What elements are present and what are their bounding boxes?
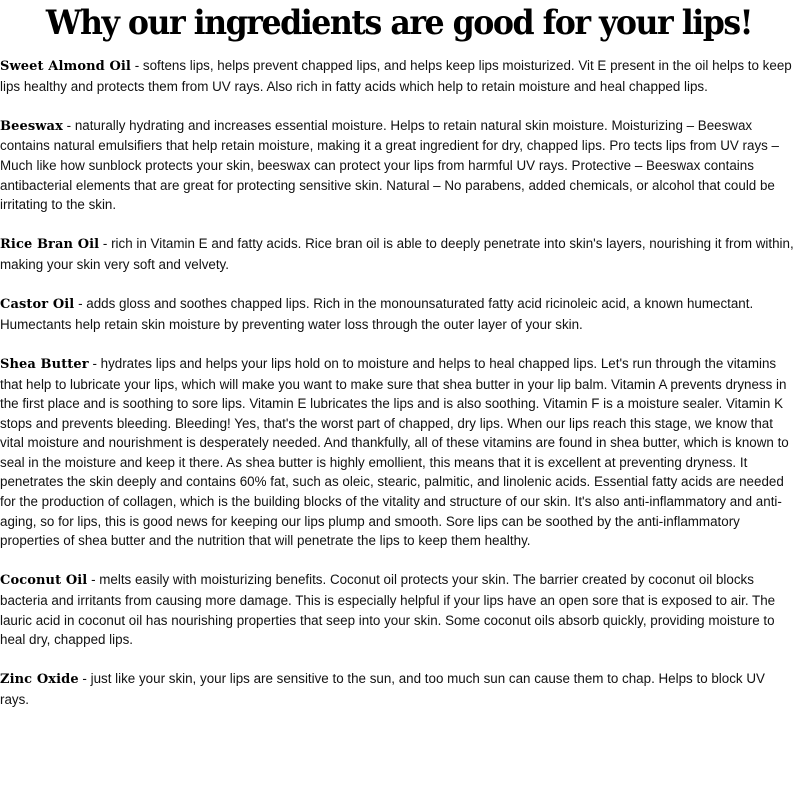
page-title: Why our ingredients are good for your lips!: [45, 3, 753, 43]
ingredient-castor-oil: [0, 294, 796, 334]
ingredient-description: - naturally hydrating and increases essential moisture. Helps to retain natural skin moisture. Moisturizing – Beeswax contains natural emulsifiers that help retain moisture, making it a great ingredient for dry, chapped lips. Pro tects lips from UV rays – Much like how sunblock protects your skin, beeswax can protect your lips from harmful UV rays. Protective – Beeswax contains antibacterial elements that are great for protecting sensitive skin. Natural – No parabens, added chemicals, or alcohol that could be irritating to the skin.: [0, 117, 779, 213]
ingredient-name: Castor Oil: [0, 297, 75, 313]
ingredient-name: Rice Bran Oil: [0, 237, 100, 253]
ingredient-name: Zinc Oxide: [0, 672, 79, 688]
ingredient-description: - just like your skin, your lips are sensitive to the sun, and too much sun can cause them to chap. Helps to block UV rays.: [0, 671, 765, 707]
ingredient-zinc-oxide: [0, 669, 796, 709]
ingredient-description: - adds gloss and soothes chapped lips. Rich in the monounsaturated fatty acid ricinoleic acid, a known humectant. Humectants help retain skin moisture by preventing water loss through the outer layer of your skin.: [0, 296, 754, 332]
ingredient-name: Coconut Oil: [0, 573, 88, 589]
ingredient-beeswax: [0, 116, 796, 215]
ingredient-name: Shea Butter: [0, 356, 89, 372]
ingredient-shea-butter: [0, 354, 796, 551]
ingredient-name: Sweet Almond Oil: [0, 59, 131, 74]
ingredient-description: - softens lips, helps prevent chapped lips, and helps keep lips moisturized. Vit E present in the oil helps to keep lips healthy and protects them from UV rays. Also rich in fatty acids which help to retain moisture and heal chapped lips.: [0, 58, 792, 94]
ingredient-description: - hydrates lips and helps your lips hold on to moisture and helps to heal chapped lips. Let's run through the vitamins that help to lubricate your lips, which will make you want to make sure that shea butter in your lip balm. Vitamin A prevents dryness in the first place and is soothing to sore lips. Vitamin E lubricates the lips and is also soothing. Vitamin F is a moisture sealer. Vitamin K stops and prevents bleeding. Bleeding! Yes, that's the worst part of chapped, dry lips. When our lips reach this stage, we know that vital moisture and nourishment is desperately needed. And thankfully, all of these vitamins are found in shea butter, which is known to seal in the moisture and keep it there. As shea butter is highly emollient, this means that it is excellent at preventing dryness. It penetrates the skin deeply and contains 60% fat, such as oleic, stearic, palmitic, and linolenic acids. Essential fatty acids are needed for the production of collagen, which is the building blocks of the vitality and structure of our skin. It's also anti-inflammatory and anti-aging, so for lips, this is good news for keeping our lips plump and smooth. Sore lips can be soothed by the anti-inflammatory properties of shea butter and the nutrition that will penetrate the lips to keep them healthy.: [0, 355, 789, 549]
ingredients-list: [0, 56, 796, 729]
ingredient-name: Beeswax: [0, 118, 63, 134]
ingredient-rice-bran-oil: [0, 234, 796, 274]
ingredient-coconut-oil: [0, 570, 796, 649]
ingredient-sweet-almond-oil: [0, 56, 796, 96]
ingredient-description: - rich in Vitamin E and fatty acids. Rice bran oil is able to deeply penetrate into skin's layers, nourishing it from within, making your skin very soft and velvety.: [0, 236, 794, 272]
ingredient-description: - melts easily with moisturizing benefits. Coconut oil protects your skin. The barrier created by coconut oil blocks bacteria and irritants from causing more damage. This is especially helpful if your lips have an open sore that is exposed to air. The lauric acid in coconut oil has nourishing properties that seep into your skin. Some coconut oils absorb quickly, providing moisture to heal dry, chapped lips.: [0, 572, 776, 648]
